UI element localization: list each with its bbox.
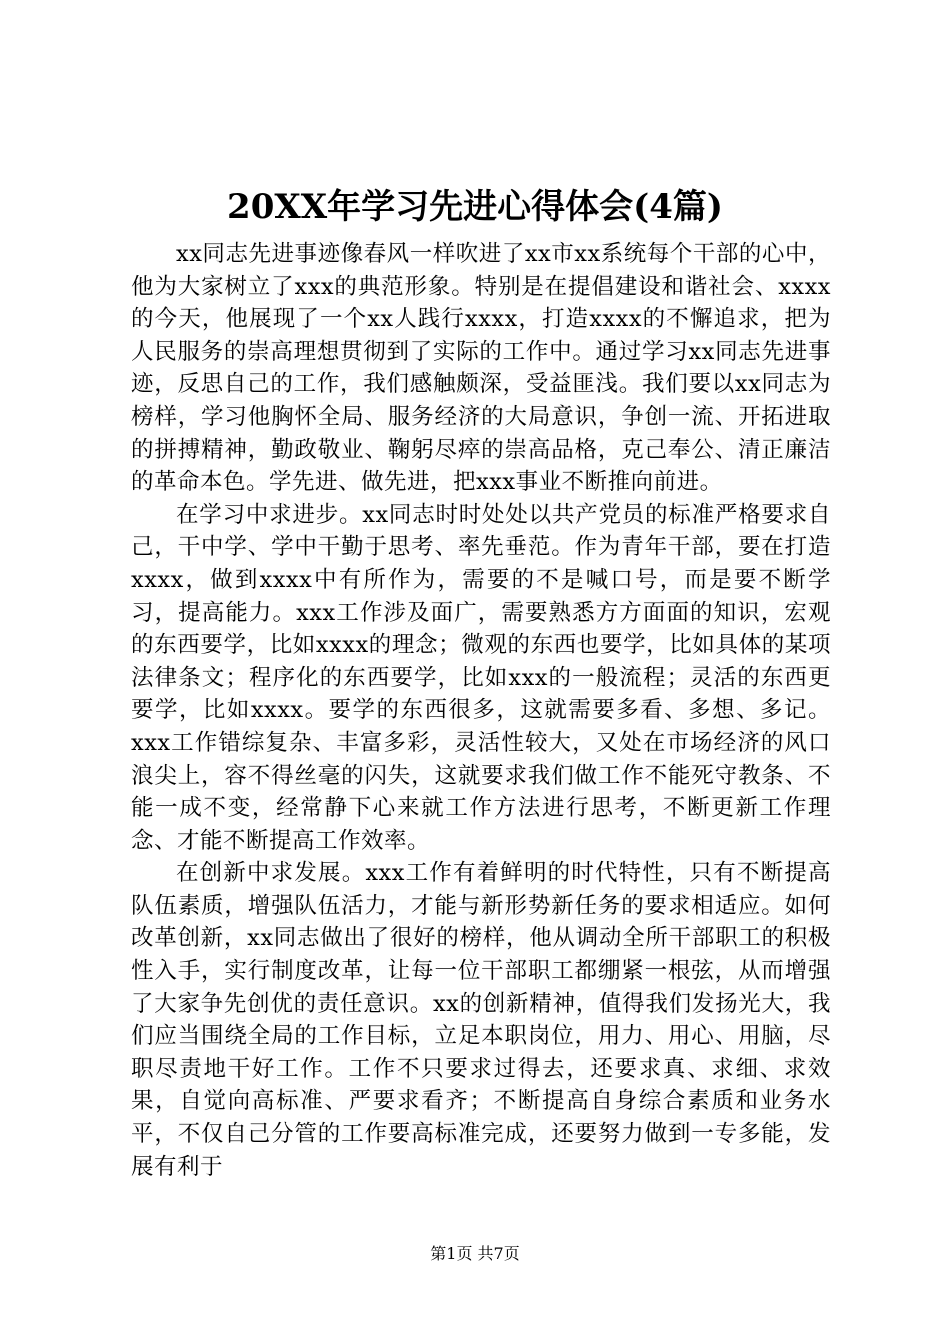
paragraph-2: 在学习中求进步。xx同志时时处处以共产党员的标准严格要求自己，干中学、学中干勤于思考、率先垂范。作为青年干部，要在打造xxxx，做到xxxx中有所作为，需要的不是喊口号，而是要不断学习，提高能力。xxx工作涉及面广，需要熟悉方方面面的知识，宏观的东西要学，比如xxxx的理念；微观的东西也要学，比如具体的某项法律条文；程序化的东西要学，比如xxx的一般流程；灵活的东西更要学，比如xxxx。要学的东西很多，这就需要多看、多想、多记。xxx工作错综复杂、丰富多彩，灵活性较大，又处在市场经济的风口浪尖上，容不得丝毫的闪失，这就要求我们做工作不能死守教条、不能一成不变，经常静下心来就工作方法进行思考，不断更新工作理念、才能不断提高工作效率。 xyxy=(131,501,831,854)
paragraph-3: 在创新中求发展。xxx工作有着鲜明的时代特性，只有不断提高队伍素质，增强队伍活力，才能与新形势新任务的要求相适应。如何改革创新，xx同志做出了很好的榜样，他从调动全所干部职工的积极性入手，实行制度改革，让每一位干部职工都绷紧一根弦，从而增强了大家争先创优的责任意识。xx的创新精神，值得我们发扬光大，我们应当围绕全局的工作目标，立足本职岗位，用力、用心、用脑，尽职尽责地干好工作。工作不只要求过得去，还要求真、求细、求效果，自觉向高标准、严要求看齐；不断提高自身综合素质和业务水平，不仅自己分管的工作要高标准完成，还要努力做到一专多能，发展有利于 xyxy=(131,860,831,1180)
document-title: 20XX年学习先进心得体会(4篇) xyxy=(227,187,723,227)
document-body xyxy=(131,238,831,1183)
page-footer: 第1页 共7页 xyxy=(430,1244,520,1263)
paragraph-1: xx同志先进事迹像春风一样吹进了xx市xx系统每个干部的心中，他为大家树立了xxx的典范形象。特别是在提倡建设和谐社会、xxxx的今天，他展现了一个xx人践行xxxx，打造xxxx的不懈追求，把为人民服务的崇高理想贯彻到了实际的工作中。通过学习xx同志先进事迹，反思自己的工作，我们感触颇深，受益匪浅。我们要以xx同志为榜样，学习他胸怀全局、服务经济的大局意识，争创一流、开拓进取的拼搏精神，勤政敬业、鞠躬尽瘁的崇高品格，克己奉公、清正廉洁的革命本色。学先进、做先进，把xxx事业不断推向前进。 xyxy=(131,241,831,496)
